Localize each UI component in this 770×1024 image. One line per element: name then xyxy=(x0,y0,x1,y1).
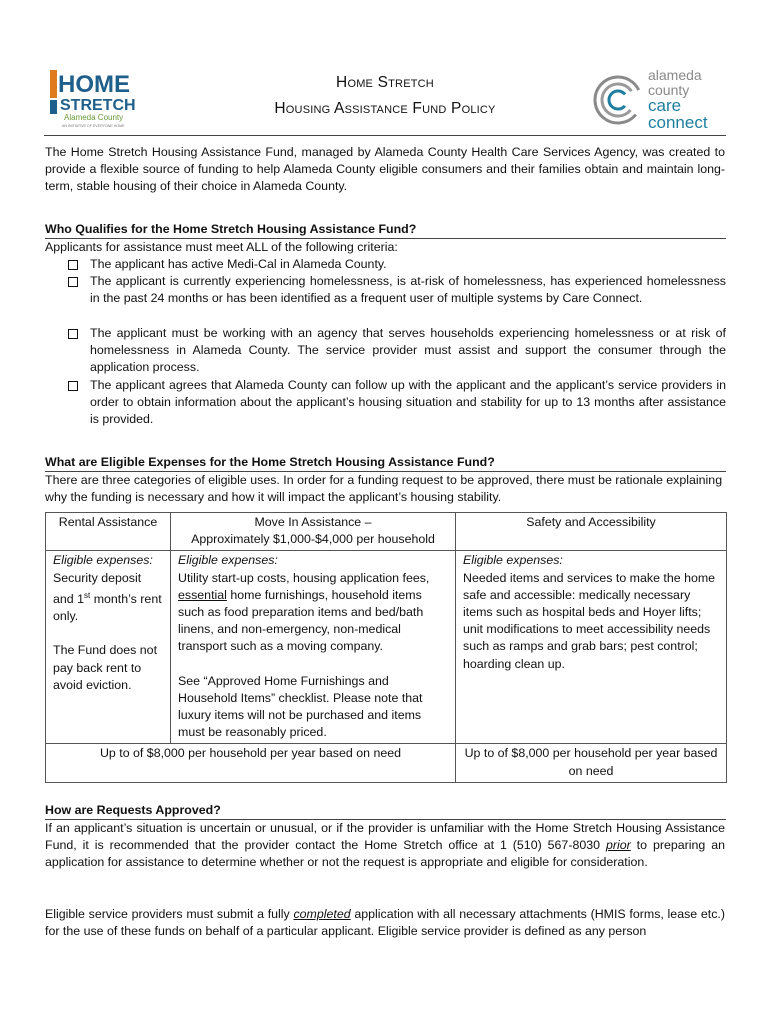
eligible-expenses-table xyxy=(45,512,727,783)
safety-accessibility-cell xyxy=(456,551,727,744)
safety-eligible-text: Needed items and services to make the home safe and accessible: medically necessary items such as hospital beds and Hoyer lifts; unit modifications to meet accessibility needs such as ramps and grab bars; pest control; hoarding clean up. xyxy=(463,570,716,671)
intro-paragraph: The Home Stretch Housing Assistance Fund, managed by Alameda County Health Care Services Agency, was created to provide a flexible source of funding to help Alameda County eligible consumers and their families obtain and maintain long-term, stable housing of their choice in Alameda County. xyxy=(45,145,725,194)
header-safety-accessibility: Safety and Accessibility xyxy=(456,513,727,551)
rental-note: The Fund does not pay back rent to avoid eviction. xyxy=(53,643,158,692)
checkbox-icon xyxy=(68,260,78,270)
document-title xyxy=(195,70,575,122)
section-heading-requests-approved: How are Requests Approved? xyxy=(45,802,726,820)
logo-stretch-text: STRETCH xyxy=(60,97,136,114)
criteria-text: The applicant is currently experiencing homelessness, is at-risk of homelessness, has experienced homelessness in the past 24 months or has been identified as a frequent user of multiple systems by Care Connect. xyxy=(90,274,726,306)
logo-connect-text: connect xyxy=(648,113,708,130)
limit-left: Up to of $8,000 per household per year based on need xyxy=(46,744,456,782)
title-divider xyxy=(44,135,726,136)
checkbox-icon xyxy=(68,381,78,391)
table-footer-row xyxy=(46,744,727,782)
approval-paragraph-2: Eligible service providers must submit a fully completed application with all necessary attachments (HMIS forms, lease etc.) for the use of these funds on behalf of a particular applicant. Eligible service provider is defined as any person xyxy=(45,907,725,939)
criteria-item xyxy=(68,273,726,307)
criteria-text: The applicant has active Medi-Cal in Alameda County. xyxy=(90,257,387,271)
header-move-in-assistance xyxy=(171,513,456,551)
approval-paragraph-1: If an applicant’s situation is uncertain or unusual, or if the provider is unfamiliar with the Home Stretch Housing Assistance Fund, it is recommended that the provider contact the Home Stretch office at 1 (510) 567-8030 prior to preparing an application for assistance to determine whether or not the request is appropriate and eligible for consideration. xyxy=(45,821,726,870)
header-move-in-line1: Move In Assistance – xyxy=(254,515,372,529)
logo-home-text: HOME xyxy=(58,71,130,98)
checkbox-icon xyxy=(68,277,78,287)
logo-tagline-text: AN INITIATIVE OF EVERYONE HOME xyxy=(62,124,125,128)
table-header-row xyxy=(46,513,727,551)
title-line-2: Housing Assistance Fund Policy xyxy=(274,100,496,117)
eligible-label: Eligible expenses: xyxy=(463,553,563,568)
table-row xyxy=(46,551,727,744)
header-rental-assistance: Rental Assistance xyxy=(46,513,171,551)
criteria-lead: Applicants for assistance must meet ALL of the following criteria: xyxy=(45,240,398,254)
rental-assistance-cell xyxy=(46,551,171,744)
eligible-label: Eligible expenses: xyxy=(178,553,278,568)
move-in-eligible-text: Utility start-up costs, housing application fees, essential home furnishings, household items such as food preparation items and bed/bath linens, and non-emergency, non-medical transport such as a moving company. xyxy=(178,570,430,654)
move-in-assistance-cell xyxy=(171,551,456,744)
limit-right: Up to of $8,000 per household per year based on need xyxy=(456,744,727,782)
home-stretch-logo xyxy=(48,64,144,130)
care-connect-logo xyxy=(592,66,732,130)
criteria-item xyxy=(68,377,726,429)
criteria-text: The applicant must be working with an agency that serves households experiencing homelessness or at risk of homelessness in Alameda County. The service provider must assist and support the consumer through the application process. xyxy=(90,326,726,375)
criteria-text: The applicant agrees that Alameda County can follow up with the applicant and the applicant’s service providers in order to obtain information about the applicant’s housing situation and stability for up to 13 months after assistance is provided. xyxy=(90,378,726,427)
move-in-note: See “Approved Home Furnishings and Household Items” checklist. Please note that luxury items will not be purchased and items must be reasonably priced. xyxy=(178,673,423,740)
eligible-label: Eligible expenses: xyxy=(53,553,153,568)
logo-alameda-text: alameda xyxy=(648,67,702,83)
section-heading-eligible-expenses: What are Eligible Expenses for the Home Stretch Housing Assistance Fund? xyxy=(45,454,726,472)
title-line-1: Home Stretch xyxy=(336,74,434,91)
logo-county-text: Alameda County xyxy=(64,113,124,122)
logo-county2-text: county xyxy=(648,82,690,98)
header-move-in-line2: Approximately $1,000-$4,000 per household xyxy=(191,532,435,547)
criteria-item xyxy=(68,256,726,273)
checkbox-icon xyxy=(68,329,78,339)
rental-eligible-text: Security deposit and 1st month’s rent only. xyxy=(53,570,162,624)
section-heading-who-qualifies: Who Qualifies for the Home Stretch Housing Assistance Fund? xyxy=(45,221,726,239)
expenses-lead: There are three categories of eligible uses. In order for a funding request to be approved, there must be rationale explaining why the funding is necessary and how it will impact the applicant’s housing stability. xyxy=(45,473,723,505)
logo-care-text: care xyxy=(648,96,682,115)
criteria-item xyxy=(68,325,726,377)
